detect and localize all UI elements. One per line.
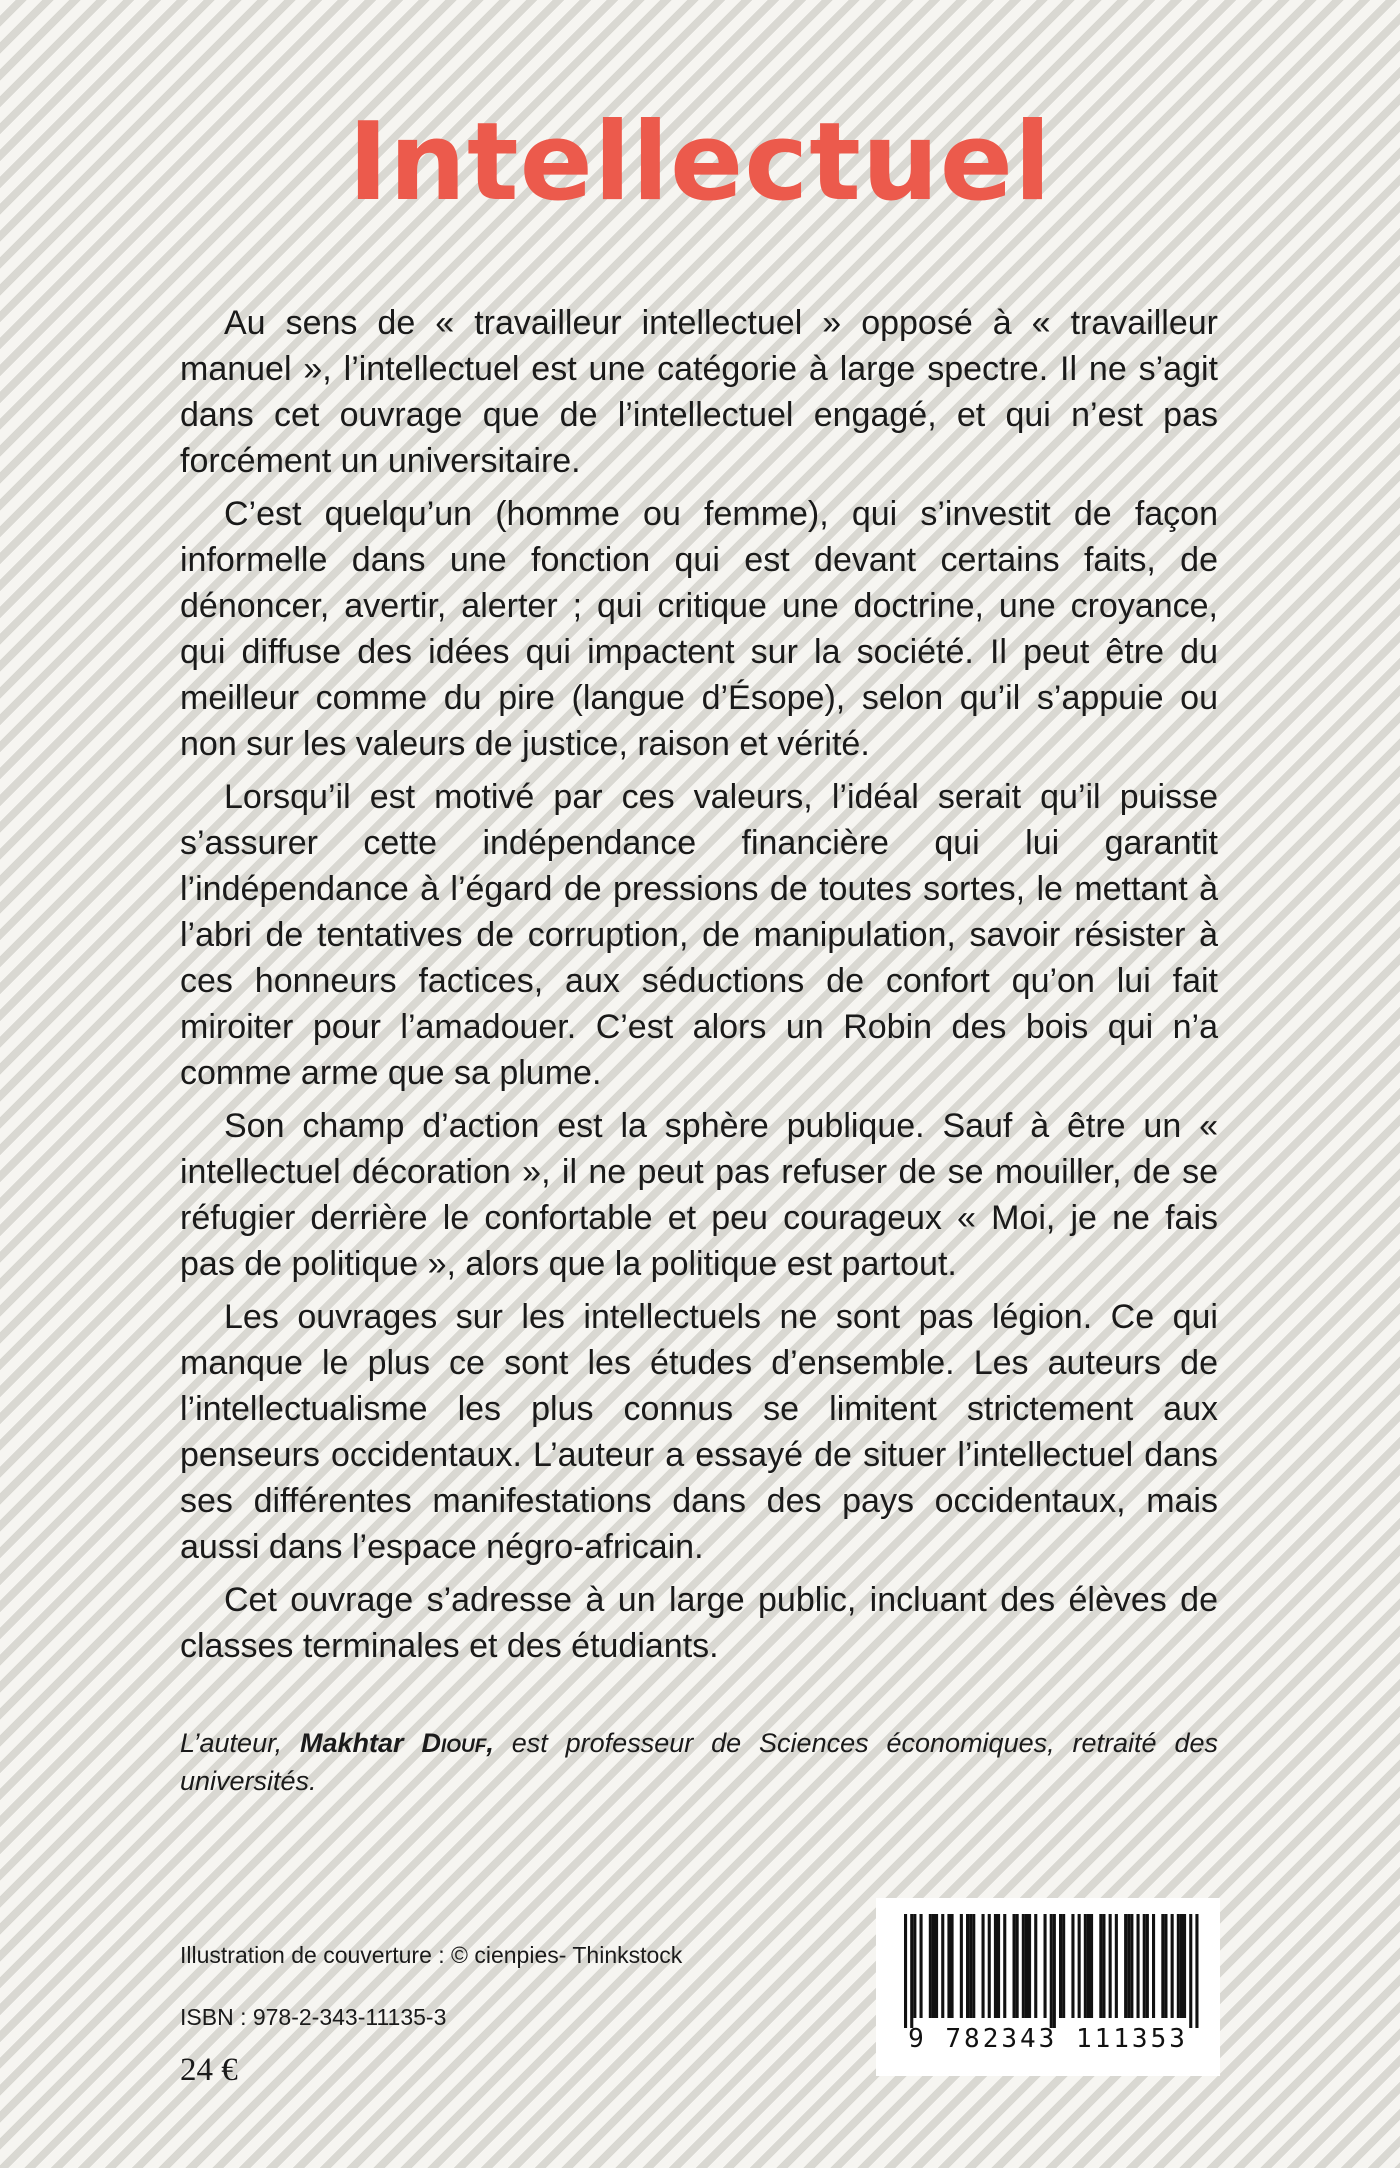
- barcode-bar: [1177, 1914, 1180, 2018]
- barcode-bar: [1195, 1914, 1198, 2028]
- author-bio-text: est professeur de Sciences économiques, retraité des universités.: [180, 1728, 1218, 1796]
- barcode-bar: [1152, 1914, 1155, 2018]
- barcode-bar: [920, 1914, 923, 2018]
- barcode-bar: [1025, 1914, 1028, 2018]
- illustration-credit: Illustration de couverture : © cienpies- Thinkstock: [180, 1942, 683, 1968]
- barcode-bar: [935, 1914, 938, 2018]
- barcode-bar: [1143, 1914, 1146, 2018]
- barcode-bar: [1164, 1914, 1167, 2018]
- barcode-bar: [941, 1914, 944, 2018]
- barcode-bar: [1115, 1914, 1118, 2018]
- barcode-bar: [1180, 1914, 1183, 2018]
- barcode-bar: [1102, 1914, 1105, 2018]
- barcode-bar: [929, 1914, 932, 2018]
- barcode-bar: [1034, 1914, 1037, 2018]
- barcode-digits: 9 782343 111353: [908, 2024, 1188, 2054]
- barcode-bar: [1003, 1914, 1006, 2018]
- blurb-paragraph: Les ouvrages sur les intellectuels ne sont pas légion. Ce qui manque le plus ce sont les études d’ensemble. Les auteurs de l’intellectualisme les plus connus se limitent strictement aux penseurs occidentaux. L’auteur a essayé de situer l’intellectuel dans ses différentes manifestations dans des pays occidentaux, mais aussi dans l’espace négro-africain.: [180, 1298, 1218, 1566]
- barcode-bar: [1189, 1914, 1192, 2028]
- barcode-bar: [1062, 1914, 1065, 2018]
- barcode-bar: [904, 1914, 907, 2028]
- barcode-bar: [997, 1914, 1000, 2018]
- barcode-bar: [932, 1914, 935, 2018]
- price-label: 24 €: [180, 2052, 238, 2088]
- barcode-bar: [1127, 1914, 1130, 2018]
- blurb-paragraph: Au sens de « travailleur intellectuel » opposé à « travailleur manuel », l’intellectuel est une catégorie à large spectre. Il ne s’agit dans cet ouvrage que de l’intellectuel engagé, et qui n’est pas forcément un universitaire.: [180, 304, 1218, 480]
- author-bio-prefix: L’auteur,: [180, 1728, 300, 1758]
- author-first-name: Makhtar: [300, 1728, 404, 1758]
- barcode: [876, 1898, 1220, 2076]
- barcode-bar: [951, 1914, 954, 2018]
- barcode-bar: [1137, 1914, 1140, 2018]
- barcode-bar: [1183, 1914, 1186, 2018]
- barcode-bar: [1090, 1914, 1093, 2018]
- author-last-name: Diouf,: [421, 1728, 494, 1758]
- barcode-bar: [1087, 1914, 1090, 2018]
- barcode-bar: [1146, 1914, 1149, 2018]
- barcode-bar: [910, 1914, 913, 2028]
- barcode-bar: [1022, 1914, 1025, 2018]
- barcode-bar: [1028, 1914, 1031, 2018]
- book-title: Intellectuel: [347, 100, 1053, 225]
- barcode-bar: [982, 1914, 985, 2018]
- barcode-bar: [913, 1914, 916, 2018]
- barcode-bar: [994, 1914, 997, 2018]
- barcode-bar: [1130, 1914, 1133, 2018]
- author-bio: [180, 1724, 1218, 1800]
- barcode-bar: [966, 1914, 969, 2018]
- isbn-label: ISBN : 978-2-343-11135-3: [180, 2004, 447, 2030]
- barcode-bar: [1050, 1914, 1053, 2028]
- barcode-bar: [1099, 1914, 1102, 2018]
- blurb-paragraph: Lorsqu’il est motivé par ces valeurs, l’idéal serait qu’il puisse s’assurer cette indépendance financière qui lui garantit l’indépendance à l’égard de pressions de toutes sortes, le mettant à l’abri de tentatives de corruption, de manipulation, savoir résister à ces honneurs factices, aux séductions de confort qu’on lui fait miroiter pour l’amadouer. C’est alors un Robin des bois qui n’a comme arme que sa plume.: [180, 778, 1218, 1092]
- barcode-bar: [1161, 1914, 1164, 2018]
- barcode-bar: [1084, 1914, 1087, 2018]
- barcode-bar: [1171, 1914, 1174, 2018]
- barcode-bar: [1044, 1914, 1047, 2018]
- blurb-paragraph: Cet ouvrage s’adresse à un large public, incluant des élèves de classes terminales et des étudiants.: [180, 1581, 1218, 1665]
- barcode-bar: [969, 1914, 972, 2018]
- blurb-paragraph: C’est quelqu’un (homme ou femme), qui s’investit de façon informelle dans une fonction qui est devant certains faits, de dénoncer, avertir, alerter ; qui critique une doctrine, une croyance, qui diffuse des idées qui impactent sur la société. Il peut être du meilleur comme du pire (langue d’Ésope), selon qu’il s’appuie ou non sur les valeurs de justice, raison et vérité.: [180, 495, 1218, 763]
- barcode-bar: [1016, 1914, 1019, 2018]
- barcode-bar: [1053, 1914, 1056, 2028]
- blurb: [180, 300, 1218, 1676]
- barcode-bar: [1078, 1914, 1081, 2018]
- barcode-bar: [947, 1914, 950, 2018]
- barcode-bar: [988, 1914, 991, 2018]
- blurb-paragraph: Son champ d’action est la sphère publique. Sauf à être un « intellectuel décoration », il ne peut pas refuser de se mouiller, de se réfugier derrière le confortable et peu courageux « Moi, je ne fais pas de politique », alors que la politique est partout.: [180, 1107, 1218, 1283]
- barcode-bar: [960, 1914, 963, 2018]
- barcode-bar: [1071, 1914, 1074, 2018]
- barcode-bar: [1013, 1914, 1016, 2018]
- barcode-bar: [972, 1914, 975, 2018]
- barcode-bar: [1124, 1914, 1127, 2018]
- barcode-bar: [1059, 1914, 1062, 2018]
- barcode-bar: [1109, 1914, 1112, 2018]
